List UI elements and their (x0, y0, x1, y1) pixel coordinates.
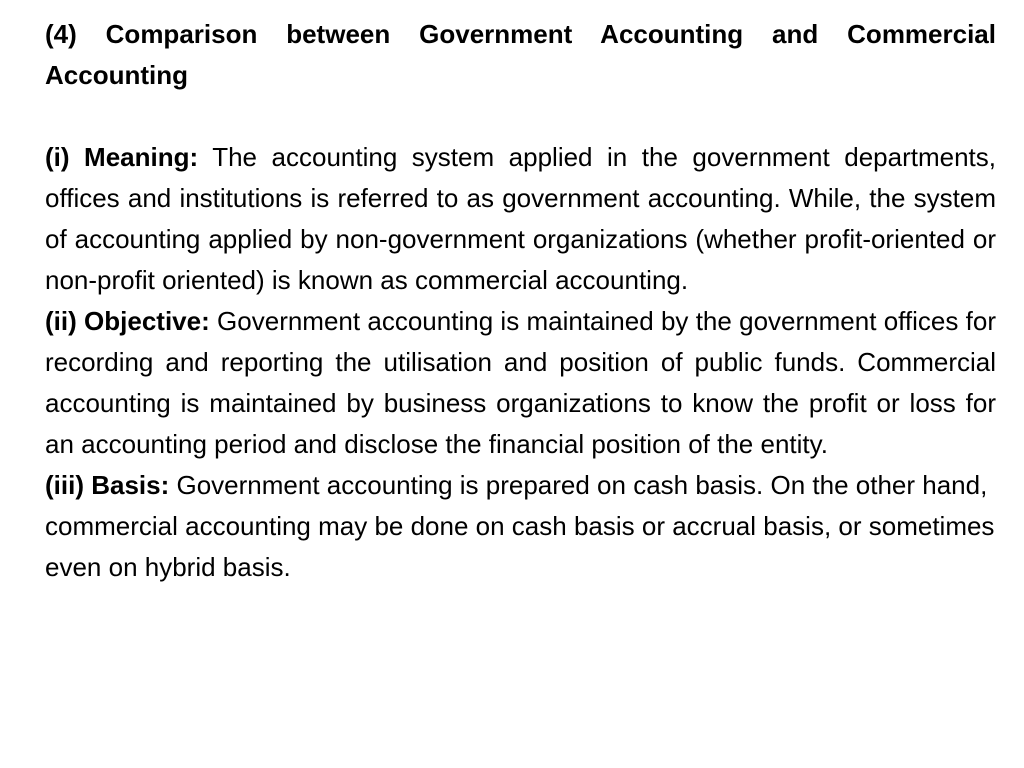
point-meaning (45, 137, 996, 301)
point-label: (ii) Objective: (45, 306, 210, 336)
slide-content (45, 14, 996, 588)
point-label: (iii) Basis: (45, 470, 170, 500)
point-text: Government accounting is maintained by the government offices for recording and reporting the utilisation and position of public funds. Commercial accounting is maintained by business organizations to know the profit or loss for an accounting period and disclose the financial position of the entity. (45, 306, 996, 459)
slide-heading: (4) Comparison between Government Accounting and Commercial Accounting (45, 19, 996, 90)
point-basis (45, 465, 996, 588)
point-text: Government accounting is prepared on cash basis. On the other hand, commercial accounting may be done on cash basis or accrual basis, or sometimes even on hybrid basis. (45, 470, 995, 582)
point-text: The accounting system applied in the government departments, offices and institutions is referred to as government accounting. While, the system of accounting applied by non-government organizations (whether profit-oriented or non-profit oriented) is known as commercial accounting. (45, 142, 996, 295)
point-label: (i) Meaning: (45, 142, 199, 172)
point-objective (45, 301, 996, 465)
